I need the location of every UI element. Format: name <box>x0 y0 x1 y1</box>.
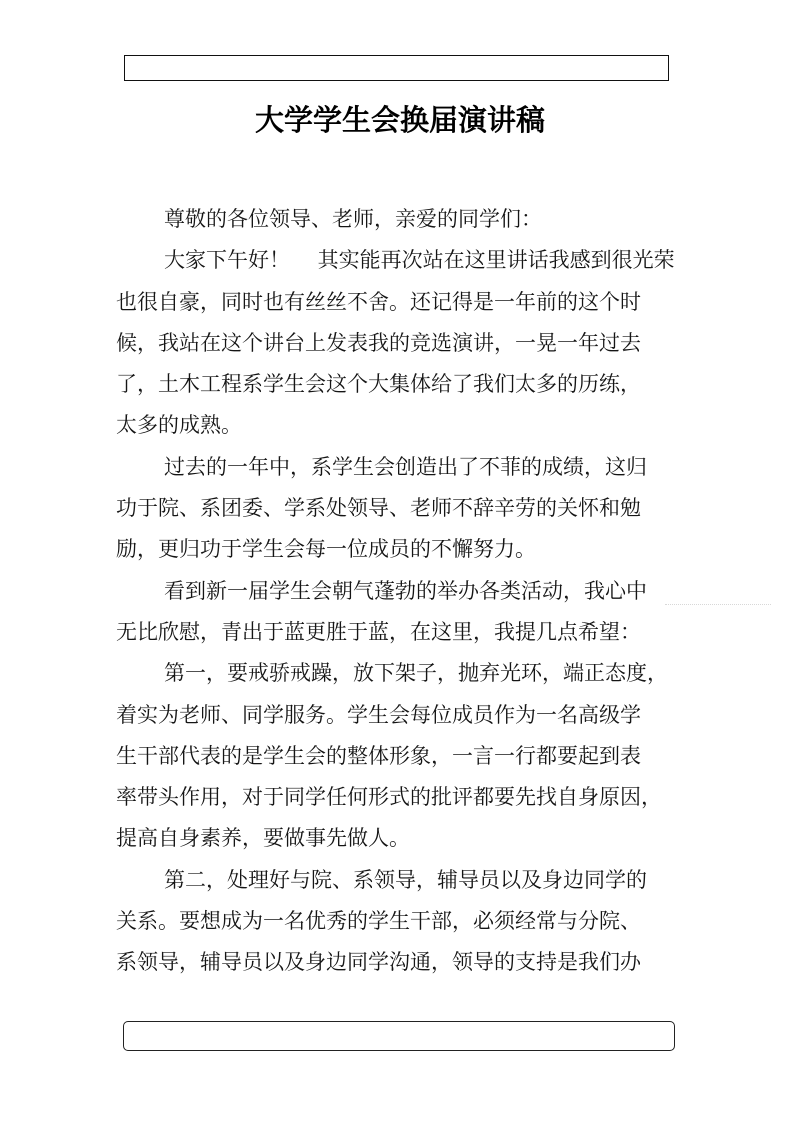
paragraph-line: 无比欣慰，青出于蓝更胜于蓝，在这里，我提几点希望： <box>116 619 641 644</box>
paragraph-line: 第一，要戒骄戒躁，放下架子，抛弃光环，端正态度， <box>164 661 668 686</box>
paragraph-line: 了，土木工程系学生会这个大集体给了我们太多的历练， <box>116 372 641 397</box>
document-body <box>116 199 682 984</box>
paragraph-line: 候，我站在这个讲台上发表我的竞选演讲，一晃一年过去 <box>116 330 641 355</box>
paragraph-line: 着实为老师、同学服务。学生会每位成员作为一名高级学 <box>116 702 641 727</box>
page-header-box <box>124 55 669 81</box>
paragraph-line: 第二，处理好与院、系领导，辅导员以及身边同学的 <box>164 867 647 892</box>
paragraph-line: 励，更归功于学生会每一位成员的不懈努力。 <box>116 537 536 562</box>
document-title: 大学学生会换届演讲稿 <box>254 103 545 137</box>
paragraph-line: 率带头作用，对于同学任何形式的批评都要先找自身原因， <box>116 785 662 810</box>
dotted-divider <box>665 604 771 605</box>
paragraph-line: 看到新一届学生会朝气蓬勃的举办各类活动，我心中 <box>164 578 647 603</box>
paragraph-line-greeting: 尊敬的各位领导、老师，亲爱的同学们： <box>164 207 542 231</box>
paragraph-line: 提高自身素养，要做事先做人。 <box>116 826 410 851</box>
paragraph-line: 太多的成熟。 <box>116 413 242 438</box>
page-footer-box <box>123 1021 675 1051</box>
paragraph-line: 生干部代表的是学生会的整体形象，一言一行都要起到表 <box>116 743 641 768</box>
paragraph-line: 关系。要想成为一名优秀的学生干部，必须经常与分院、 <box>116 909 641 934</box>
paragraph-line: 功于院、系团委、学系处领导、老师不辞辛劳的关怀和勉 <box>116 496 641 521</box>
paragraph-line: 也很自豪，同时也有丝丝不舍。还记得是一年前的这个时 <box>116 289 641 314</box>
paragraph-line: 过去的一年中，系学生会创造出了不菲的成绩，这归 <box>164 454 647 479</box>
paragraph-line: 系领导，辅导员以及身边同学沟通，领导的支持是我们办 <box>116 950 641 975</box>
paragraph-line: 大家下午好！ 其实能再次站在这里讲话我感到很光荣 <box>164 248 675 273</box>
